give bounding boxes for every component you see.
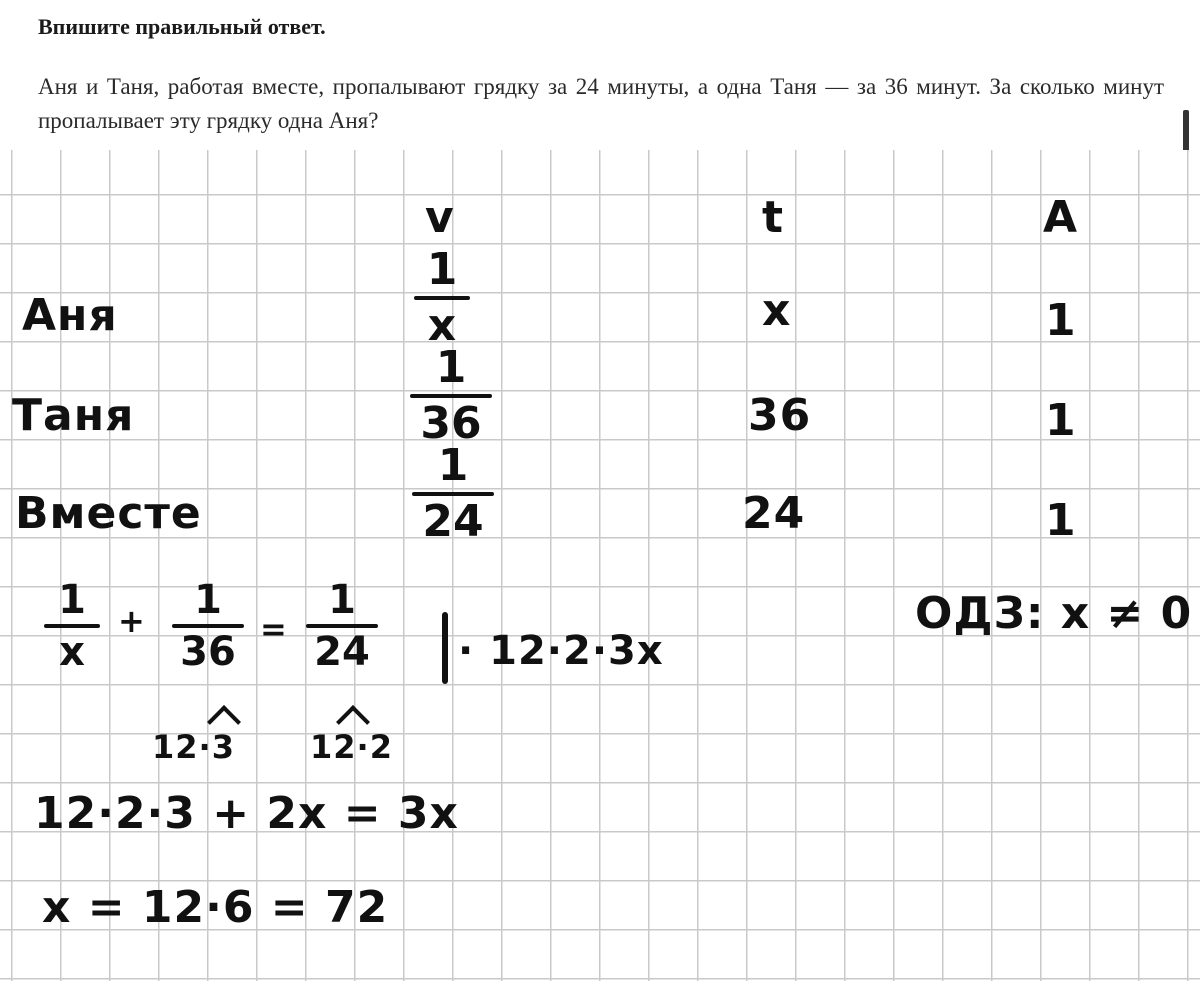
- row-name-together: Вместе: [15, 488, 202, 539]
- row-v-together-den: 24: [422, 496, 484, 547]
- eq-fraction-1-den: x: [59, 629, 85, 675]
- text-cursor: [1183, 110, 1189, 152]
- eq-equals: =: [260, 610, 288, 648]
- eq-plus: +: [118, 602, 146, 640]
- row-t-tanya: 36: [748, 390, 812, 441]
- eq-fraction-3: [306, 577, 378, 675]
- solution-line-2: 12·2·3 + 2x = 3x: [34, 788, 459, 839]
- row-name-anya: Аня: [22, 290, 118, 341]
- fraction-bar: [306, 624, 378, 628]
- row-v-tanya-num: 1: [435, 342, 467, 393]
- row-v-together: [412, 440, 494, 547]
- row-v-tanya: [410, 342, 492, 449]
- row-v-tanya-den: 36: [420, 398, 482, 449]
- factor-24: 12·2: [310, 728, 393, 766]
- solution-image: [0, 150, 1200, 981]
- row-v-anya-num: 1: [426, 244, 458, 295]
- row-a-anya: 1: [1045, 295, 1077, 346]
- eq-fraction-2-den: 36: [180, 629, 236, 675]
- odz-condition: ОДЗ: x ≠ 0: [915, 588, 1193, 639]
- fraction-bar: [172, 624, 244, 628]
- factor-36: 12·3: [152, 728, 235, 766]
- row-t-anya: x: [762, 285, 792, 336]
- eq-fraction-1: [44, 577, 100, 675]
- eq-fraction-3-den: 24: [314, 629, 370, 675]
- eq-fraction-3-num: 1: [328, 577, 356, 623]
- row-name-tanya: Таня: [12, 390, 135, 441]
- multiply-separator: [442, 612, 448, 684]
- solution-line-3: x = 12·6 = 72: [42, 882, 389, 933]
- header-v: v: [425, 192, 455, 243]
- eq-fraction-2-num: 1: [194, 577, 222, 623]
- row-v-anya-den: x: [427, 300, 457, 351]
- eq-fraction-1-num: 1: [58, 577, 86, 623]
- instruction-heading: Впишите правильный ответ.: [38, 14, 326, 39]
- row-v-anya: [414, 244, 470, 351]
- eq-multiplier: · 12·2·3x: [458, 628, 664, 674]
- row-a-tanya: 1: [1045, 395, 1077, 446]
- header-a: A: [1043, 192, 1079, 243]
- row-t-together: 24: [742, 488, 806, 539]
- row-a-together: 1: [1045, 495, 1077, 546]
- row-v-together-num: 1: [437, 440, 469, 491]
- header-t: t: [762, 192, 785, 243]
- problem-text: Аня и Таня, работая вместе, пропалывают грядку за 24 минуты, а одна Таня — за 36 минут. За сколько минут пропалывает эту грядку одна Аня?: [38, 74, 1164, 133]
- fraction-bar: [44, 624, 100, 628]
- eq-fraction-2: [172, 577, 244, 675]
